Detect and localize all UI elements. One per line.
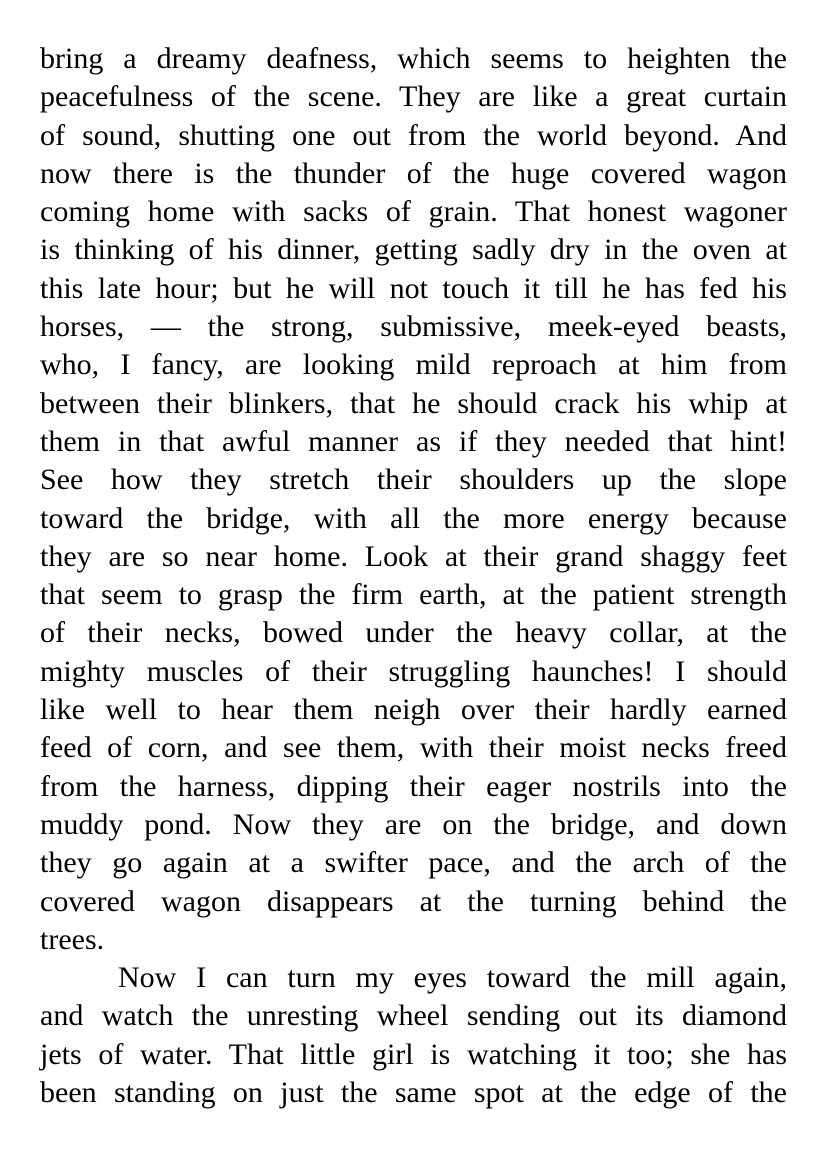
page-body xyxy=(40,40,787,1112)
text-line: bring a dreamy deafness, which seems to heighten the xyxy=(40,42,787,75)
text-line: who, I fancy, are looking mild reproach at him from xyxy=(40,348,787,382)
text-line: coming home with sacks of grain. That honest wagoner xyxy=(40,195,787,229)
text-line: feed of corn, and see them, with their moist necks freed xyxy=(40,731,787,765)
text-line: jets of water. That little girl is watching it too; she has xyxy=(40,1037,787,1071)
text-line: they go again at a swifter pace, and the arch of the xyxy=(40,846,787,880)
text-line: trees. xyxy=(40,922,105,956)
text-line: like well to hear them neigh over their hardly earned xyxy=(40,693,787,727)
text-line: muddy pond. Now they are on the bridge, and down xyxy=(40,807,787,841)
text-line: of their necks, bowed under the heavy collar, at the xyxy=(40,616,787,650)
text-line: now there is the thunder of the huge covered wagon xyxy=(40,156,787,190)
text-line: they are so near home. Look at their grand shaggy feet xyxy=(40,539,787,573)
paragraph-1 xyxy=(40,40,787,959)
text-line: between their blinkers, that he should crack his whip at xyxy=(40,386,787,420)
text-line: covered wagon disappears at the turning behind the xyxy=(40,884,787,918)
text-line: them in that awful manner as if they needed that hint! xyxy=(40,424,787,458)
text-line: mighty muscles of their struggling haunches! I should xyxy=(40,654,787,688)
text-line: horses, — the strong, submissive, meek-eyed beasts, xyxy=(40,310,787,344)
text-line: been standing on just the same spot at the edge of the xyxy=(40,1076,787,1110)
text-line: and watch the unresting wheel sending out its diamond xyxy=(40,999,787,1033)
text-line: toward the bridge, with all the more energy because xyxy=(40,501,787,535)
text-line: Now I can turn my eyes toward the mill again, xyxy=(118,961,787,995)
text-line: of sound, shutting one out from the world beyond. And xyxy=(40,118,787,152)
text-line: peacefulness of the scene. They are like a great curtain xyxy=(40,80,787,114)
paragraph-2 xyxy=(40,959,787,1112)
text-line: from the harness, dipping their eager nostrils into the xyxy=(40,769,787,803)
text-line: See how they stretch their shoulders up the slope xyxy=(40,463,787,497)
text-line: that seem to grasp the firm earth, at the patient strength xyxy=(40,578,787,612)
text-line: this late hour; but he will not touch it till he has fed his xyxy=(40,271,787,305)
text-line: is thinking of his dinner, getting sadly dry in the oven at xyxy=(40,233,787,267)
